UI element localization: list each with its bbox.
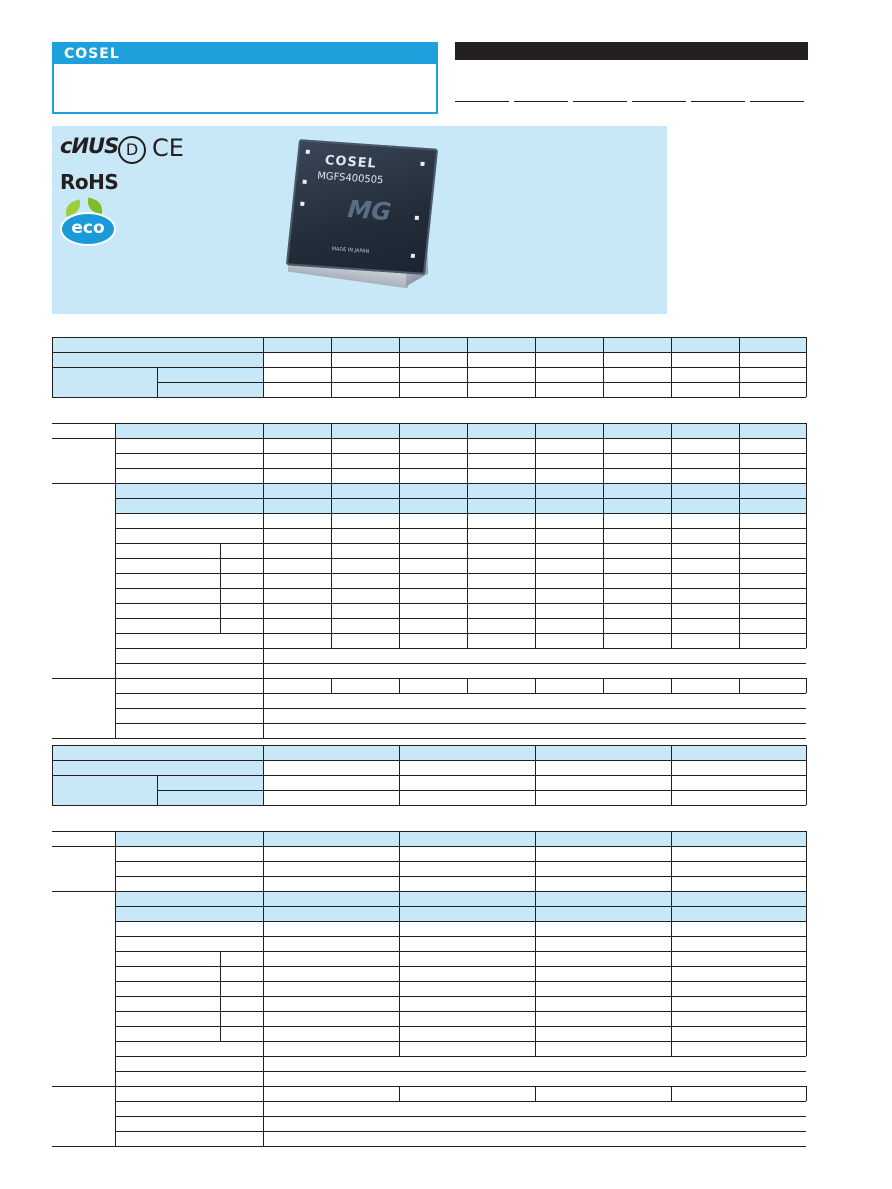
table-rule [115, 723, 806, 724]
table-rule [115, 951, 806, 952]
module-brand-print: COSEL [324, 153, 378, 172]
table-rule [115, 921, 806, 922]
table-rule [115, 693, 806, 694]
module-model-print: MGFS400505 [316, 170, 384, 187]
title-tab [573, 101, 627, 104]
table-rule [739, 453, 740, 483]
d-mark-icon: D [118, 136, 146, 164]
pin-marker [302, 180, 306, 184]
table-rule [115, 558, 806, 559]
table-rule [52, 1086, 806, 1087]
table-rule [115, 573, 806, 574]
table-rule [263, 831, 264, 1146]
table-rule [739, 678, 740, 693]
table-rule [467, 337, 468, 397]
table-rule [399, 678, 400, 693]
header-band [52, 745, 806, 760]
table-rule [115, 996, 806, 997]
table-rule [739, 483, 740, 648]
table-rule [115, 966, 806, 967]
table-rule [115, 1116, 806, 1117]
header-band [52, 760, 263, 775]
table-rule [535, 438, 536, 453]
title-tab [632, 101, 686, 104]
table-rule [220, 543, 221, 633]
pin-marker [411, 254, 415, 258]
product-panel [52, 126, 667, 314]
table-rule [603, 483, 604, 648]
table-rule [739, 337, 740, 397]
table-rule [52, 1146, 806, 1147]
table-rule [806, 423, 807, 438]
table-rule [115, 831, 116, 1146]
table-rule [52, 745, 806, 746]
table-rule [52, 738, 806, 739]
table-rule [115, 1071, 806, 1072]
table-rule [739, 438, 740, 453]
table-rule [331, 438, 332, 453]
table-rule [399, 891, 400, 1056]
table-rule [115, 1101, 806, 1102]
title-tab [455, 101, 509, 104]
table-rule [52, 760, 806, 761]
table-rule [671, 846, 672, 861]
module-product-image [292, 144, 432, 294]
table-rule [467, 423, 468, 438]
cosel-logo: COSEL [64, 46, 120, 62]
pin-marker [300, 202, 304, 206]
title-tab [691, 101, 745, 104]
table-rule [467, 453, 468, 483]
table-rule [52, 846, 806, 847]
table-rule [535, 891, 536, 1056]
table-rule [535, 678, 536, 693]
table-rule [115, 618, 806, 619]
table-rule [535, 831, 536, 846]
table-rule [115, 906, 806, 907]
table-rule [535, 337, 536, 397]
module-top-face [286, 139, 438, 275]
table-rule [52, 397, 806, 398]
table-rule [331, 453, 332, 483]
table-rule [671, 831, 672, 846]
title-bar [455, 42, 808, 60]
table-rule [806, 891, 807, 1056]
table-rule [115, 876, 806, 877]
table-rule [671, 861, 672, 891]
table-rule [115, 1041, 806, 1042]
table-rule [263, 337, 264, 397]
table-rule [399, 453, 400, 483]
table-rule [603, 438, 604, 453]
table-rule [52, 367, 806, 368]
table-rule [399, 846, 400, 861]
table-rule [115, 633, 806, 634]
module-origin-print: MADE IN JAPAN [331, 246, 370, 255]
table-rule [157, 367, 158, 397]
table-rule [52, 337, 806, 338]
table-rule [52, 805, 806, 806]
table-rule [535, 423, 536, 438]
table-rule [806, 337, 807, 397]
table-rule [535, 745, 536, 805]
pin-marker [306, 150, 310, 154]
table-rule [115, 1011, 806, 1012]
ul-recognition-icon: cИUS [60, 134, 119, 158]
table-rule [739, 423, 740, 438]
table-rule [535, 453, 536, 483]
header-band [115, 831, 806, 846]
table-rule [535, 483, 536, 648]
table-rule [399, 438, 400, 453]
title-tab [750, 101, 804, 104]
table-rule [115, 588, 806, 589]
table-rule [806, 831, 807, 846]
table-rule [115, 981, 806, 982]
brand-header-box [52, 42, 438, 114]
table-rule [399, 337, 400, 397]
table-rule [115, 543, 806, 544]
table-rule [603, 337, 604, 397]
pin-marker [420, 162, 424, 166]
table-rule [806, 483, 807, 648]
table-rule [115, 513, 806, 514]
table-rule [671, 1086, 672, 1101]
table-rule [115, 603, 806, 604]
table-rule [806, 745, 807, 805]
rohs-icon: RoHS [60, 170, 119, 194]
table-rule [115, 468, 806, 469]
table-rule [806, 678, 807, 693]
table-rule [467, 678, 468, 693]
table-rule [399, 831, 400, 846]
table-rule [52, 483, 806, 484]
table-rule [157, 775, 158, 805]
table-rule [115, 453, 806, 454]
table-rule [671, 678, 672, 693]
table-rule [331, 423, 332, 438]
table-rule [52, 423, 806, 424]
table-rule [603, 678, 604, 693]
table-rule [263, 745, 264, 805]
table-rule [331, 483, 332, 648]
table-rule [806, 1086, 807, 1101]
table-rule [115, 1056, 806, 1057]
table-rule [399, 483, 400, 648]
table-rule [115, 648, 806, 649]
table-rule [115, 423, 116, 738]
table-rule [52, 831, 806, 832]
table-rule [52, 438, 806, 439]
table-rule [157, 382, 806, 383]
table-rule [399, 423, 400, 438]
table-rule [806, 453, 807, 483]
pin-marker [415, 216, 419, 220]
table-rule [115, 1026, 806, 1027]
table-rule [115, 936, 806, 937]
table-rule [115, 498, 806, 499]
table-rule [467, 438, 468, 453]
table-rule [399, 861, 400, 891]
table-rule [263, 423, 264, 738]
table-rule [806, 438, 807, 453]
table-rule [115, 663, 806, 664]
table-rule [467, 483, 468, 648]
table-rule [52, 891, 806, 892]
title-tab [514, 101, 568, 104]
table-rule [535, 861, 536, 891]
table-rule [52, 337, 53, 397]
table-rule [535, 846, 536, 861]
module-series-mark: MG [346, 195, 393, 227]
table-rule [671, 483, 672, 648]
table-rule [157, 790, 806, 791]
table-rule [535, 1086, 536, 1101]
table-rule [52, 775, 806, 776]
table-rule [806, 846, 807, 861]
table-rule [603, 423, 604, 438]
header-band [52, 337, 806, 352]
table-rule [220, 951, 221, 1041]
header-band [115, 423, 806, 438]
table-rule [399, 1086, 400, 1101]
table-rule [603, 453, 604, 483]
table-rule [115, 1131, 806, 1132]
table-rule [671, 891, 672, 1056]
eco-badge: eco [60, 212, 116, 246]
table-rule [115, 528, 806, 529]
table-rule [52, 745, 53, 805]
table-rule [671, 337, 672, 397]
table-rule [331, 337, 332, 397]
header-band [52, 352, 263, 367]
table-rule [399, 745, 400, 805]
table-rule [671, 423, 672, 438]
ce-mark-icon: CE [152, 134, 184, 162]
brand-bar [54, 44, 436, 64]
table-rule [52, 678, 806, 679]
table-rule [331, 678, 332, 693]
table-rule [671, 453, 672, 483]
table-rule [52, 352, 806, 353]
table-rule [671, 438, 672, 453]
table-rule [115, 708, 806, 709]
table-rule [115, 861, 806, 862]
table-rule [806, 861, 807, 891]
table-rule [671, 745, 672, 805]
